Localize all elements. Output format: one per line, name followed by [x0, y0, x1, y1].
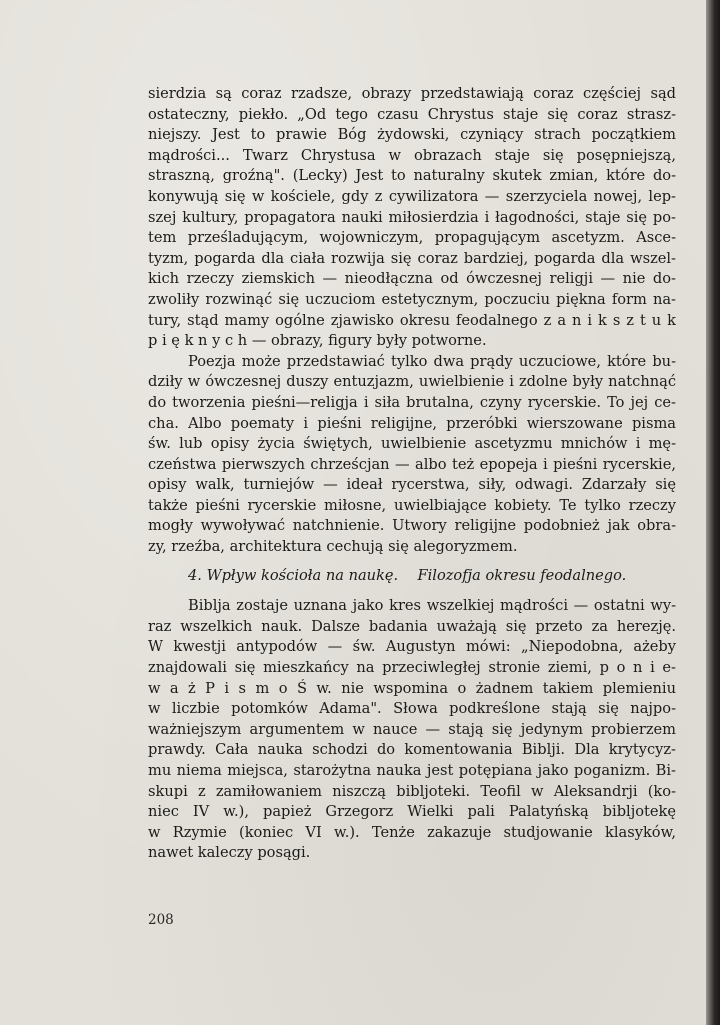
text-line: zwoliły rozwinąć się uczuciom estetycznym, poczuciu piękna form na-	[148, 290, 676, 308]
page-edge-shadow	[706, 0, 720, 1025]
page-text	[148, 84, 676, 864]
text-line: straszną, groźną". (Lecky) Jest to naturalny skutek zmian, które do-	[148, 167, 676, 185]
text-line: p i ę k n y c h — obrazy, figury były potworne.	[148, 332, 487, 350]
text-line: zy, rzeźba, architektura cechują się alegoryzmem.	[148, 538, 518, 556]
text-line: czeństwa pierwszych chrześcjan — albo też epopeja i pieśni rycerskie,	[148, 455, 676, 473]
text-line: niejszy. Jest to prawie Bóg żydowski, czyniący strach początkiem	[148, 126, 676, 144]
text-line: św. lub opisy życia świętych, uwielbienie ascetyzmu mnichów i mę-	[148, 435, 676, 453]
paragraph-2	[148, 352, 676, 558]
text-line: tyzm, pogarda dla ciała rozwija się coraz bardziej, pogarda dla wszel-	[148, 249, 676, 267]
text-line: tem prześladującym, wojowniczym, propagującym ascetyzm. Asce-	[148, 229, 676, 247]
text-line: konywują się w kościele, gdy z cywilizatora — szerzyciela nowej, lep-	[148, 187, 676, 205]
text-line: w Rzymie (koniec VI w.). Tenże zakazuje studjowanie klasyków,	[148, 823, 676, 841]
text-line: Poezja może przedstawiać tylko dwa prądy uczuciowe, które bu-	[188, 352, 676, 370]
section-title: Wpływ kościoła na naukę.	[206, 566, 399, 584]
text-line: opisy walk, turniejów — ideał rycerstwa, siły, odwagi. Zdarzały się	[148, 476, 676, 494]
text-line: mogły wywoływać natchnienie. Utwory religijne podobnież jak obra-	[148, 517, 676, 535]
text-line: nawet kaleczy posągi.	[148, 844, 311, 862]
text-line: prawdy. Cała nauka schodzi do komentowania Biblji. Dla krytycyz-	[148, 741, 676, 759]
text-line: sierdzia są coraz rzadsze, obrazy przedstawiają coraz częściej sąd	[148, 85, 676, 102]
text-line: W kwestji antypodów — św. Augustyn mówi: „Niepodobna, ażeby	[148, 638, 676, 656]
text-line: Biblja zostaje uznana jako kres wszelkiej mądrości — ostatni wy-	[188, 597, 676, 615]
text-line: ostateczny, piekło. „Od tego czasu Chrystus staje się coraz strasz-	[148, 105, 676, 123]
text-line: ważniejszym argumentem w nauce — stają się jedynym probierzem	[148, 720, 676, 738]
text-line: także pieśni rycerskie miłosne, uwielbiające kobiety. Te tylko rzeczy	[148, 496, 676, 514]
page-number: 208	[148, 912, 174, 928]
text-line: mu niema miejsca, starożytna nauka jest potępiana jako poganizm. Bi-	[148, 762, 676, 779]
text-line: tury, stąd mamy ogólne zjawisko okresu feodalnego z a n i k s z t u k	[148, 311, 676, 329]
section-subtitle: Filozofja okresu feodalnego.	[417, 566, 627, 584]
text-line: znajdowali się mieszkańcy na przeciwległej stronie ziemi, p o n i e-	[148, 659, 676, 677]
section-number: 4.	[188, 566, 202, 584]
text-line: cha. Albo poematy i pieśni religijne, przeróbki wierszowane pisma	[148, 414, 676, 432]
text-line: skupi z zamiłowaniem niszczą bibljoteki. Teofil w Aleksandrji (ko-	[148, 782, 676, 800]
text-line: dziły w ówczesnej duszy entuzjazm, uwielbienie i zdolne były natchnąć	[148, 373, 676, 391]
text-line: w liczbie potomków Adama". Słowa podkreślone stają się najpo-	[148, 700, 676, 718]
text-line: niec IV w.), papież Grzegorz Wielki pali Palatyńską bibljotekę	[148, 803, 676, 821]
text-line: raz wszelkich nauk. Dalsze badania uważają się przeto za herezję.	[148, 617, 676, 635]
paragraph-1	[148, 84, 676, 352]
text-line: kich rzeczy ziemskich — nieodłączna od ówczesnej religji — nie do-	[148, 270, 676, 288]
text-line: w a ż P i s m o Ś w. nie wspomina o żadnem takiem plemieniu	[148, 679, 676, 697]
text-line: do tworzenia pieśni—religja i siła brutalna, czyny rycerskie. To jej ce-	[148, 393, 676, 411]
section-heading	[148, 566, 676, 587]
paragraph-3	[148, 596, 676, 864]
text-line: szej kultury, propagatora nauki miłosierdzia i łagodności, staje się po-	[148, 208, 676, 226]
text-line: mądrości... Twarz Chrystusa w obrazach staje się posępniejszą,	[148, 146, 676, 164]
